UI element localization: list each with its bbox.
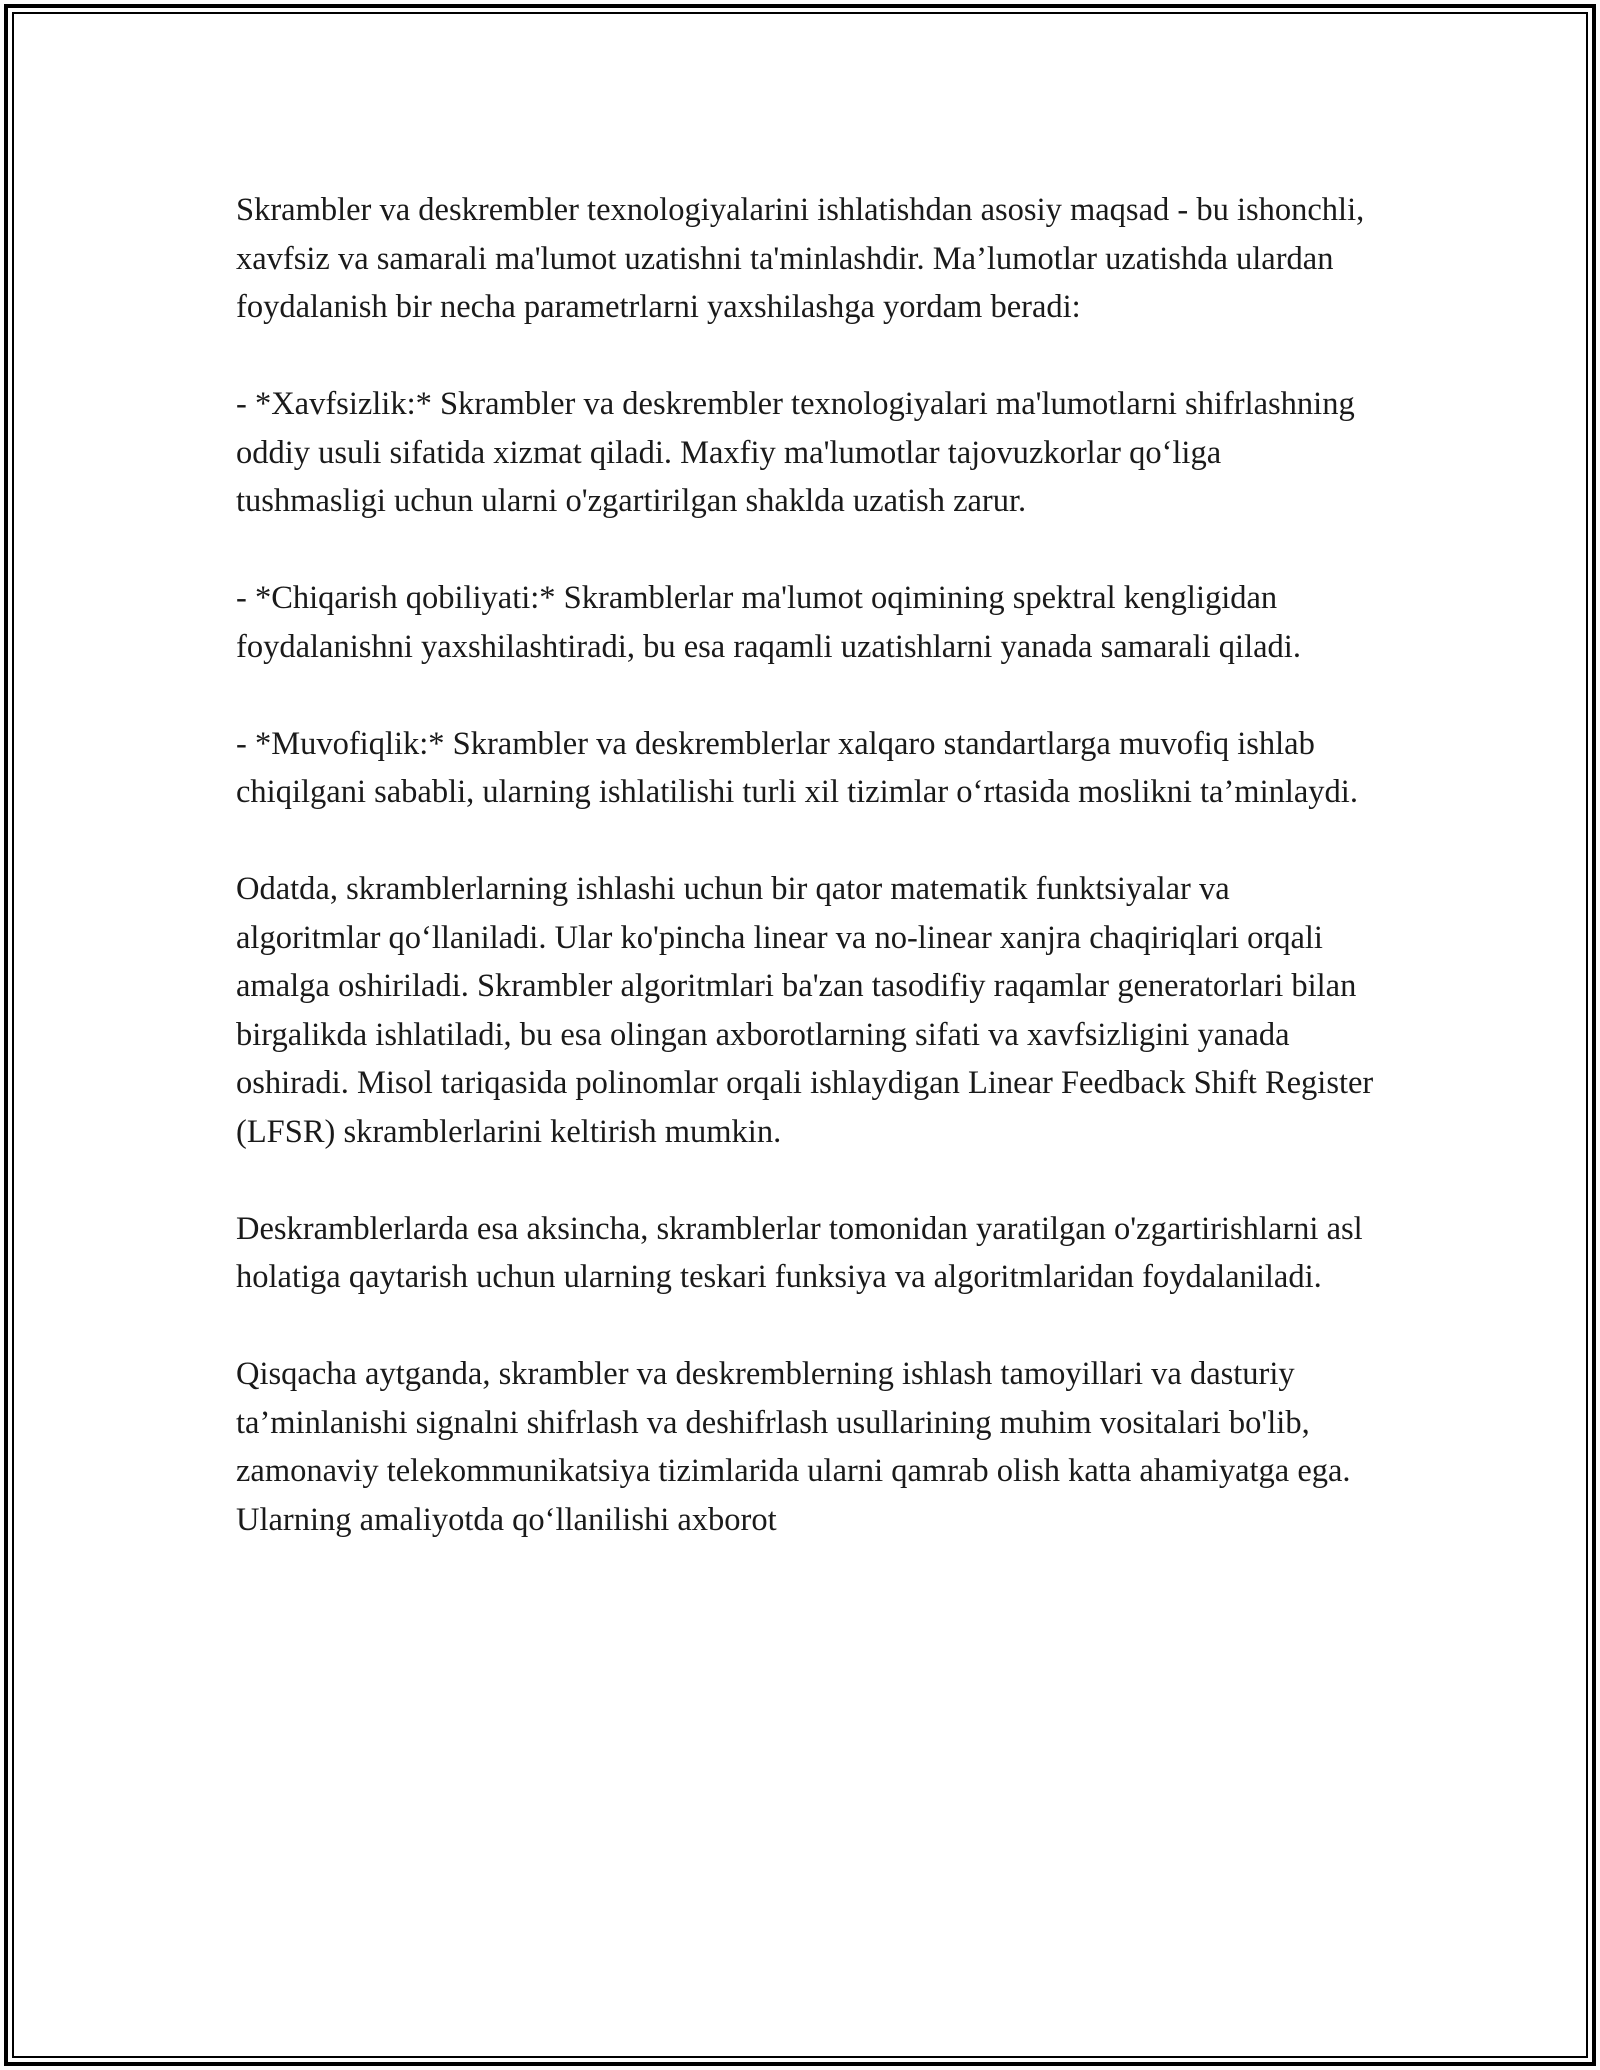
document-body [236,186,1376,1544]
paragraph-descramblers: Deskramblerlarda esa aksincha, skramblerlar tomonidan yaratilgan o'zgartirishlarni asl holatiga qaytarish uchun ularning teskari funksiya va algoritmlaridan foydalaniladi. [236,1210,1363,1295]
paragraph-summary: Qisqacha aytganda, skrambler va deskremblerning ishlash tamoyillari va dasturiy ta’minlanishi signalni shifrlash va deshifrlash usullarining muhim vositalari bo'lib, zamonaviy telekommunikatsiya tizimlarida ularni qamrab olish katta ahamiyatga ega. Ularning amaliyotda qo‘llanilishi axborot [236,1356,1351,1538]
paragraph-intro: Skrambler va deskrembler texnologiyalarini ishlatishdan asosiy maqsad - bu ishonchli, xavfsiz va samarali ma'lumot uzatishni ta'minlashdir. Ma’lumotlar uzatishda ulardan foydalanish bir necha parametrlarni yaxshilashga yordam beradi: [236,192,1365,325]
paragraph-security: - *Xavfsizlik:* Skrambler va deskrembler texnologiyalari ma'lumotlarni shifrlashning oddiy usuli sifatida xizmat qiladi. Maxfiy ma'lumotlar tajovuzkorlar qo‘liga tushmasligi uchun ularni o'zgartirilgan shakldа uzatish zarur. [236,386,1355,519]
paragraph-throughput: - *Chiqarish qobiliyati:* Skramblerlar ma'lumot oqimining spektral kengligidan foydalanishni yaxshilashtiradi, bu esa raqamli uzatishlarni yanada samarali qiladi. [236,580,1301,665]
paragraph-compatibility: - *Muvofiqlik:* Skrambler va deskremblerlar xalqaro standartlarga muvofiq ishlab chiqilgani sababli, ularning ishlatilishi turli xil tizimlar o‘rtasida moslikni ta’minlaydi. [236,725,1358,810]
paragraph-algorithms: Odatda, skramblerlarning ishlashi uchun bir qator matematik funktsiyalar va algoritmlar qo‘llaniladi. Ular ko'pincha linear va no-linear xanjra chaqiriqlari orqali amalga oshiriladi. Skrambler algoritmlari ba'zan tasodifiy raqamlar generatorlari bilan birgalikda ishlatiladi, bu esa olingan axborotlarning sifati va xavfsizligini yanada oshiradi. Misol tariqasida polinomlar orqali ishlaydigan Linear Feedback Shift Register (LFSR) skramblerlarini keltirish mumkin. [236,871,1374,1150]
